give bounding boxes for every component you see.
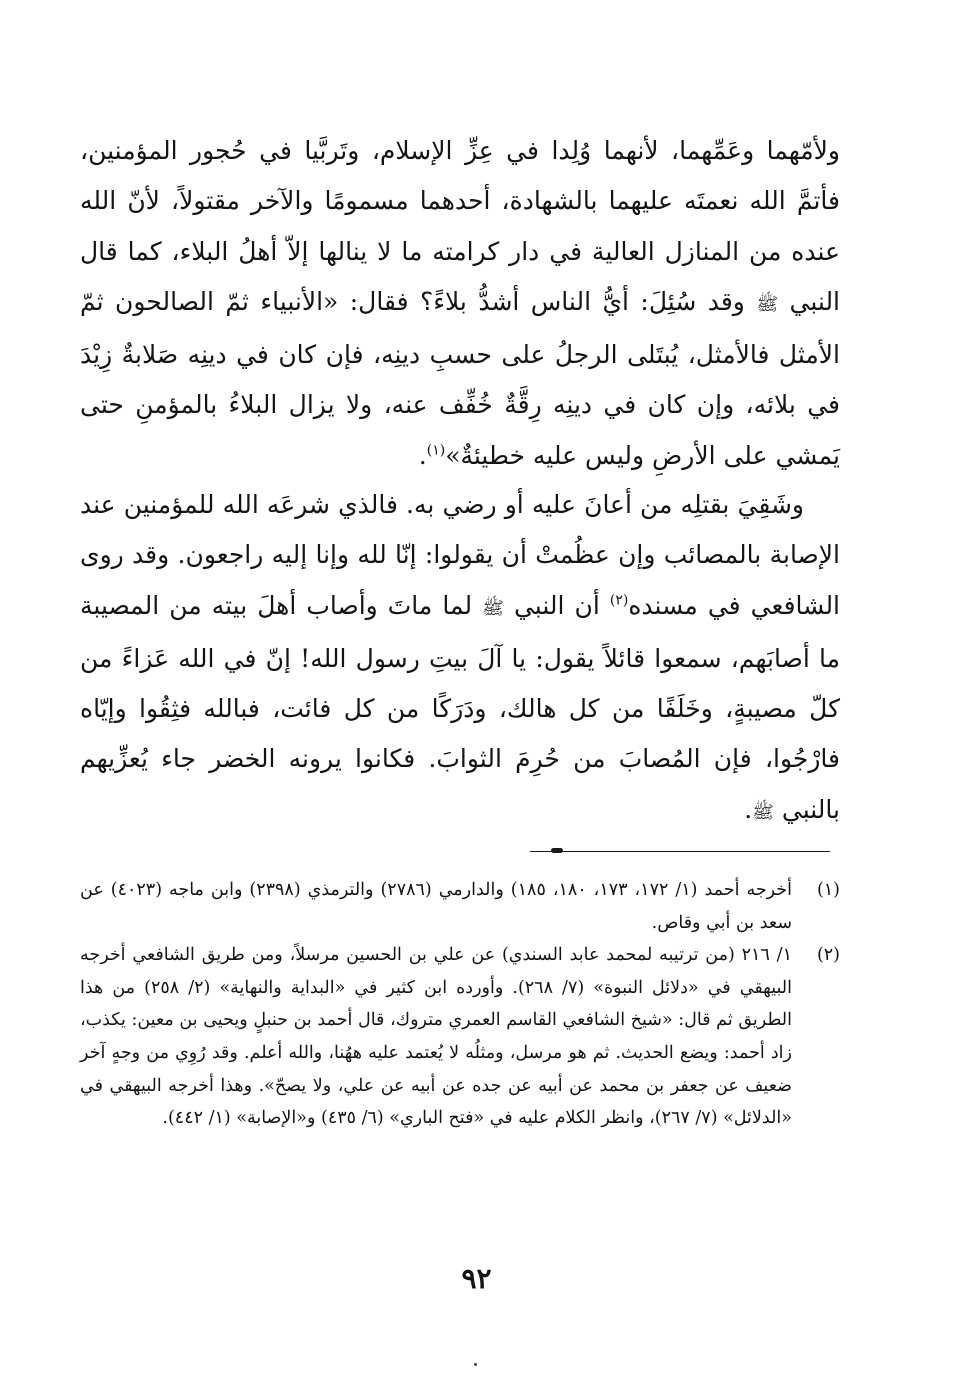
footnote-item: [80, 874, 840, 939]
footnote-text: أخرجه أحمد (١/ ١٧٢، ١٧٣، ١٨٠، ١٨٥) والدارمي (٢٧٨٦) والترمذي (٢٣٩٨) وابن ماجه (٤٠٢٣) عن سعد بن أبي وقاص.: [80, 880, 792, 933]
footnote-ref-2[interactable]: (٢): [609, 592, 629, 609]
footnote-item: [80, 939, 840, 1135]
footnote-text: ١/ ٢١٦ (من ترتيبه لمحمد عابد السندي) عن علي بن الحسين مرسلاً، ومن طريق الشافعي أخرجه البيهقي في «دلائل النبوة» (٧/ ٢٦٨). وأورده ابن كثير في «البداية والنهاية» (٢/ ٢٥٨) من هذا الطريق ثم قال: «شيخ الشافعي القاسم العمري متروك، قال أحمد بن حنبلٍ ويحيى بن معين: يكذب، زاد أحمد: ويضع الحديث. ثم هو مرسل، ومثلُه لا يُعتمد عليه ههُنا، والله أعلم. وقد رُوِي من وجهٍ آخر ضعيف عن جعفر بن محمد عن أبيه عن جده عن أبيه عن علي، ولا يصحّ». وهذا أخرجه البيهقي في «الدلائل» (٧/ ٢٦٧)، وانظر الكلام عليه في «فتح الباري» (٦/ ٤٣٥) و«الإصابة» (١/ ٤٤٢).: [80, 945, 792, 1129]
footnote-number: (٢): [816, 945, 840, 966]
paragraph-1-text-a: ولأمّهما وعَمِّهما، لأنهما وُلِدا في عِزِّ الإسلام، وتَربَّيا في حُجور المؤمنين، فأتمَّ الله نعمتَه عليهما بالشهادة، أحدهما مسمومًا والآخر مقتولاً، لأنّ الله عنده من المنازل العالية في دار كرامته ما لا ينالها إلاّ أهلُ البلاء، كما قال النبي: [80, 136, 841, 316]
salutation-symbol: ﷺ: [482, 597, 504, 619]
footnote-separator-line: [530, 851, 830, 852]
main-paragraph-1: [80, 126, 840, 481]
paragraph-1-text-c: .: [418, 440, 427, 470]
salutation-symbol: ﷺ: [756, 293, 779, 315]
paragraph-1-text-b: وقد سُئِلَ: أيُّ الناس أشدُّ بلاءً؟ فقال: «الأنبياء ثمّ الصالحون ثمّ الأمثل فالأمثل، يُبتَلى الرجلُ على حسبِ دينِه، فإن كان في دينِه صَلابةٌ زِيْدَ في بلائه، وإن كان في دينِه رِقَّةٌ خُفِّف عنه، ولا يزال البلاءُ بالمؤمنِ حتى يَمشي على الأرضِ وليس عليه خطيئةٌ»: [80, 286, 840, 470]
footnotes-list: [80, 874, 840, 1135]
paragraph-2-text-c: لما ماتَ وأصاب أهلَ بيته من المصيبة ما أصابَهم، سمعوا قائلاً يقول: يا آلَ بيتِ رسول الله! إنّ في الله عَزاءً من كلّ مصيبةٍ، وخَلَفًا من كل هالك، ودَرَكًا من كل فائت، فبالله فثِقُوا وإيّاه فارْجُوا، فإن المُصابَ من حُرِمَ الثوابَ. فكانوا يرونه الخضر جاء يُعزِّيهم بالنبي: [80, 590, 840, 824]
footnote-ref-1[interactable]: (١): [426, 442, 446, 459]
footnote-separator-ornament: [551, 848, 563, 853]
scan-speck: [474, 1363, 477, 1366]
salutation-symbol: ﷺ: [752, 801, 774, 823]
paragraph-2-text-a: وشَقِيَ بقتلِه من أعانَ عليه أو رضي به. فالذي شرعَه الله للمؤمنين عند الإصابة بالمصائب وإن عظُمتْ أن يقولوا: إنّا لله وإنا إليه راجعون. وقد روى الشافعي في مسنده: [80, 490, 841, 620]
paragraph-2-text-b: أن النبي: [513, 590, 600, 620]
page-number: ٩٢: [461, 1262, 492, 1295]
paragraph-2-text-d: .: [744, 794, 753, 824]
footnote-number: (١): [816, 880, 840, 900]
main-paragraph-2: [80, 480, 840, 838]
